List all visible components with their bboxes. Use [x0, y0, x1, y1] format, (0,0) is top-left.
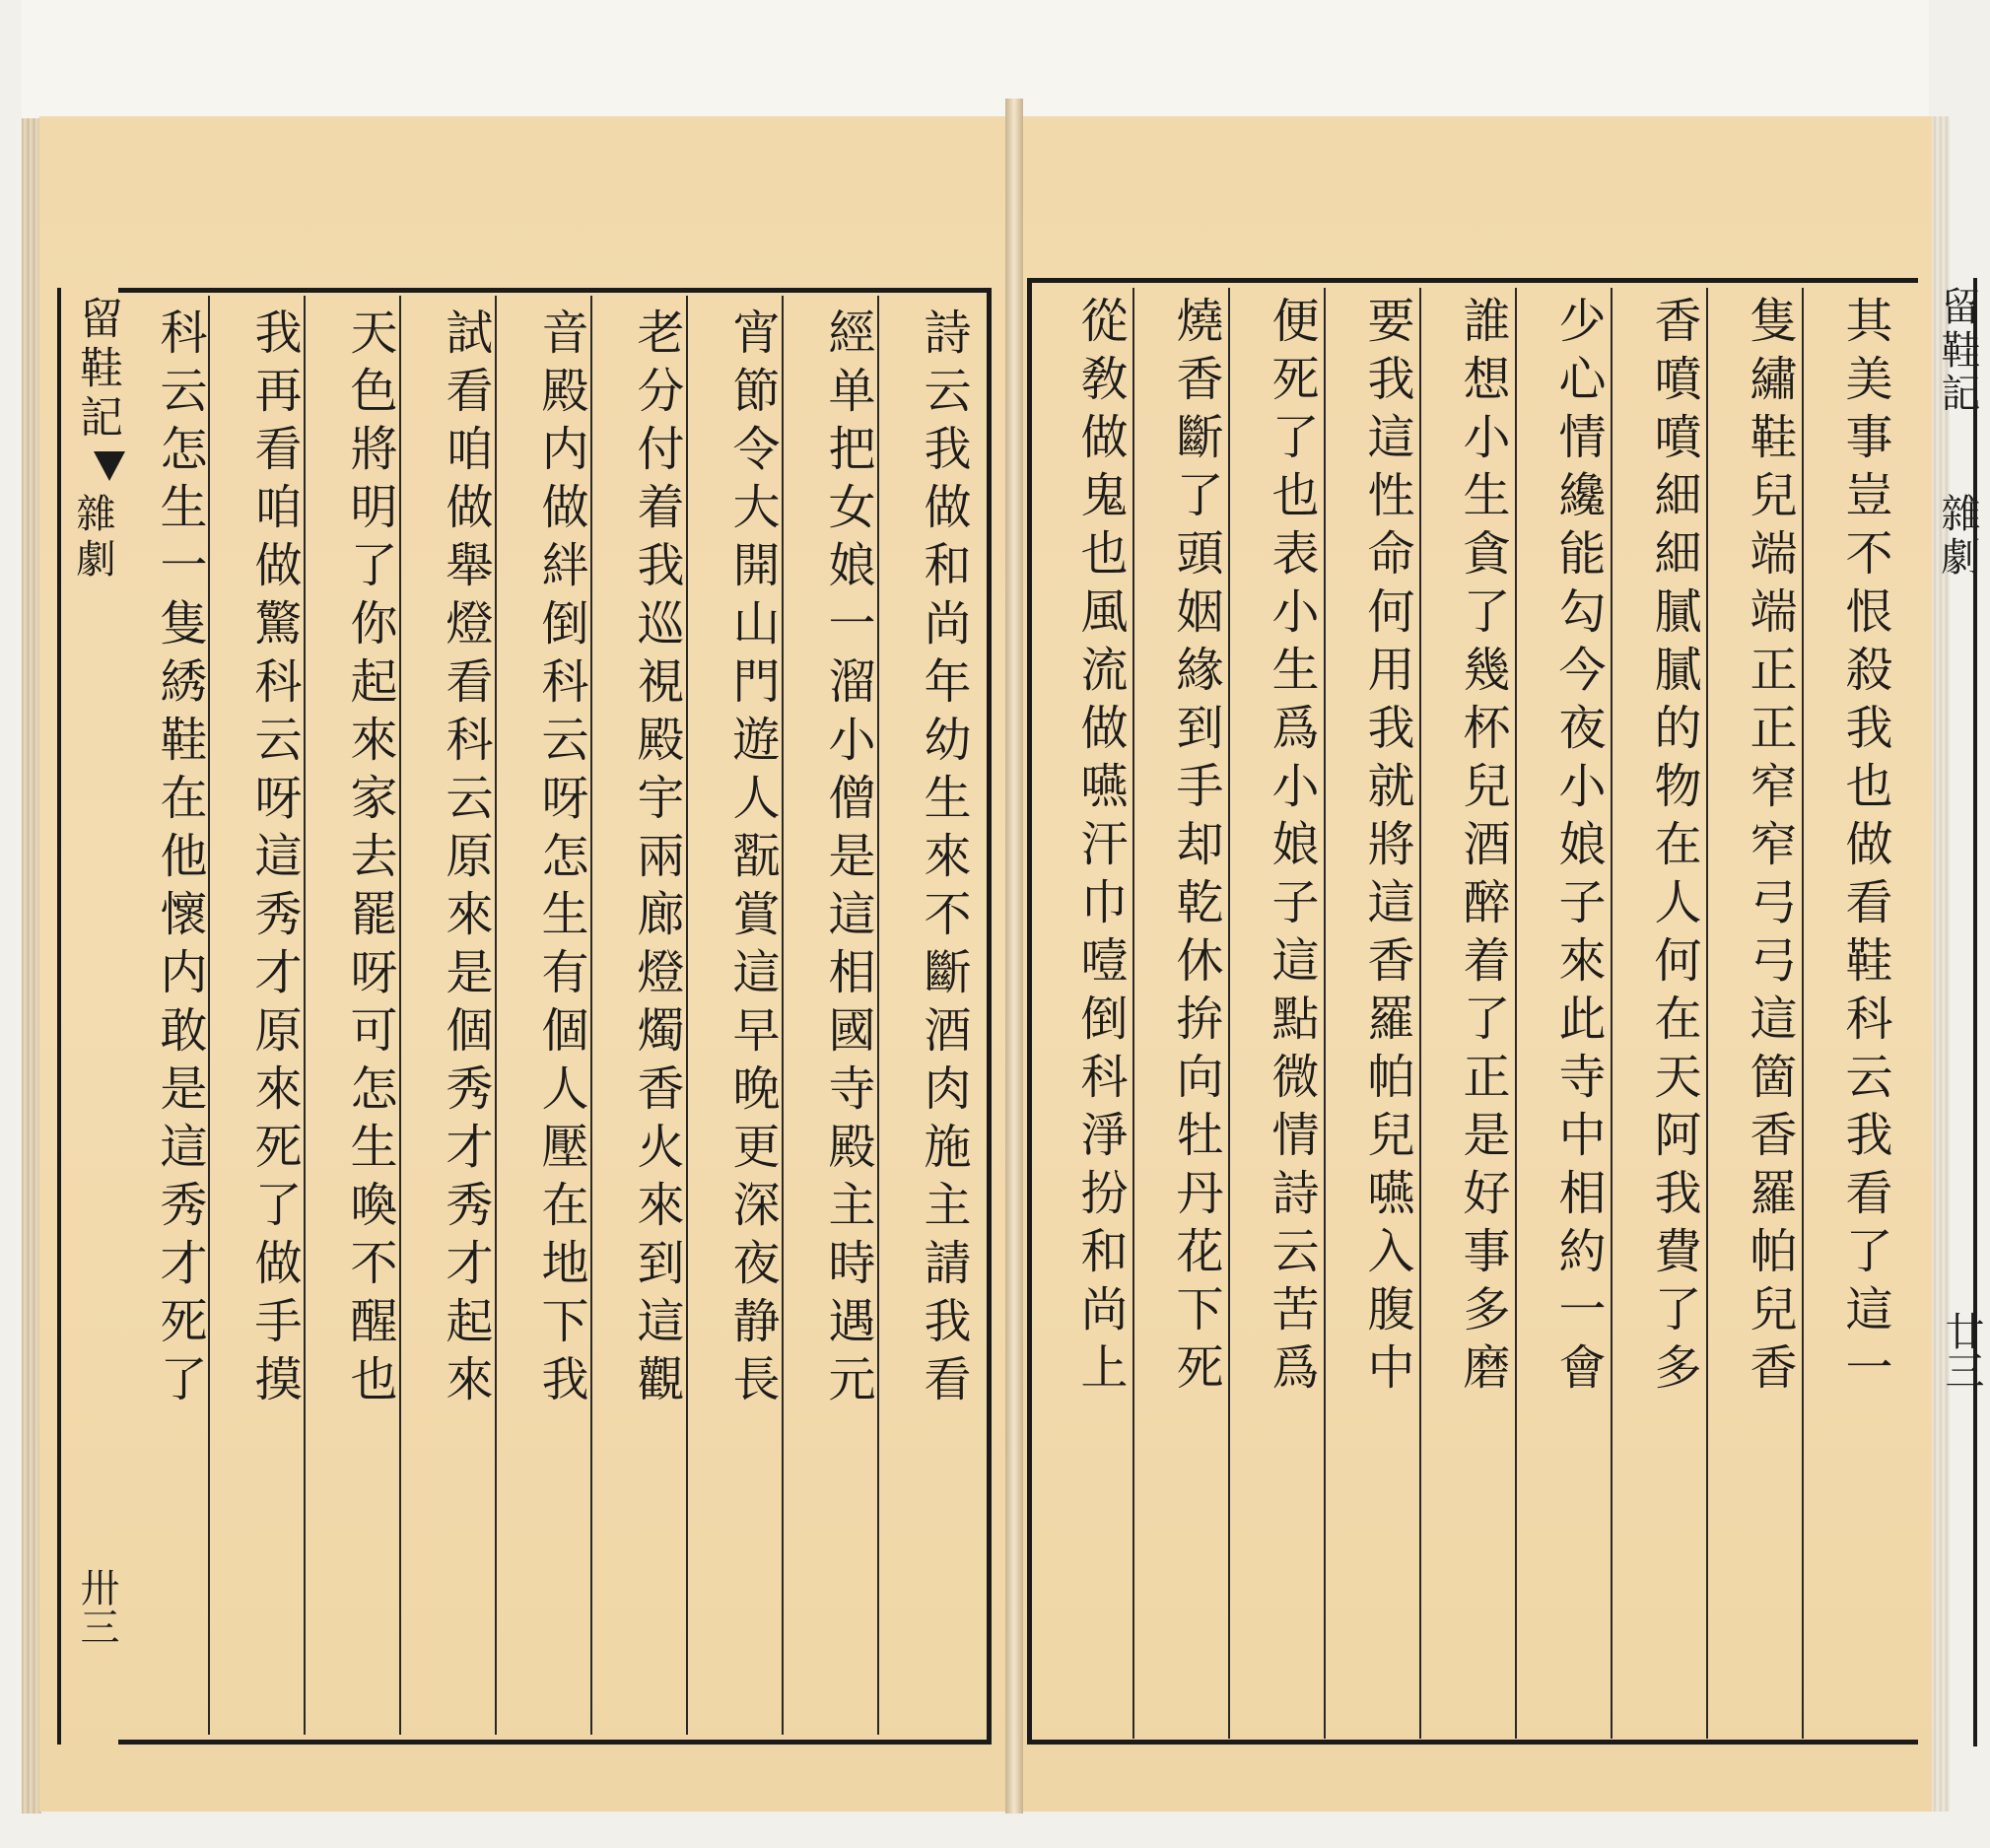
column-text: 經单把女娘一溜小僧是這相國寺殿主時遇元 [820, 308, 875, 1412]
column-divider [1132, 288, 1134, 1739]
text-column [721, 308, 784, 1412]
left-spine-title: 留鞋記 [72, 296, 122, 444]
text-column [912, 308, 975, 1412]
column-divider [782, 296, 784, 1735]
text-column [1068, 296, 1132, 1401]
column-text: 音殿内做絆倒科云呀怎生有個人壓在地下我 [533, 308, 588, 1412]
column-text: 我再看咱做驚科云呀這秀才原來死了做手摸 [246, 308, 302, 1412]
column-divider [1419, 288, 1421, 1739]
column-divider [686, 296, 688, 1735]
column-divider [1228, 288, 1230, 1739]
text-column [1260, 296, 1323, 1401]
text-column [1642, 296, 1705, 1401]
left-folio: 卅三 [74, 1567, 119, 1646]
column-text: 便死了也表小生爲小娘子這點微情詩云苦爲 [1264, 296, 1319, 1401]
column-text: 天色將明了你起來家去罷呀可怎生喚不醒也 [342, 308, 397, 1412]
column-text: 從敎做鬼也風流做嚥汗巾噎倒科淨扮和尚上 [1072, 296, 1128, 1401]
column-text: 要我這性命何用我就將這香羅帕兒嚥入腹中 [1359, 296, 1414, 1401]
text-column [1451, 296, 1514, 1401]
page-stack-top [22, 0, 1929, 118]
book-gutter [1005, 99, 1023, 1814]
column-divider [399, 296, 401, 1735]
right-spine-subtitle: 雜劇 [1935, 493, 1980, 580]
column-divider [1706, 288, 1708, 1739]
right-spine-title: 留鞋記 [1935, 286, 1980, 416]
column-text: 少心情纔能勾今夜小娘子來此寺中相約一會 [1550, 296, 1606, 1401]
column-text: 香噴噴細細膩膩的物在人何在天阿我費了多 [1646, 296, 1701, 1401]
text-column [1546, 296, 1610, 1401]
text-column [529, 308, 592, 1412]
left-spine-subtitle: 雜劇 [70, 493, 115, 583]
column-text: 燒香斷了頭姻緣到手却乾休拚向牡丹花下死 [1168, 296, 1223, 1401]
text-column [1355, 296, 1418, 1401]
text-column [1164, 296, 1227, 1401]
text-column [148, 308, 211, 1412]
text-column [1738, 296, 1801, 1401]
column-divider [1611, 288, 1613, 1739]
column-divider [877, 296, 879, 1735]
column-text: 老分付着我巡視殿宇兩廊燈燭香火來到這觀 [629, 308, 684, 1412]
page-stack-edge [22, 118, 41, 1814]
column-text: 宵節令大開山門遊人翫賞這早晚更深夜静長 [724, 308, 780, 1412]
column-text: 誰想小生貪了幾杯兒酒醉着了正是好事多磨 [1455, 296, 1510, 1401]
column-divider [208, 296, 210, 1735]
text-column [1833, 296, 1896, 1401]
column-divider [495, 296, 497, 1735]
column-text: 詩云我做和尚年幼生來不斷酒肉施主請我看 [916, 308, 971, 1412]
text-column [242, 308, 306, 1412]
column-text: 試看咱做舉燈看科云原來是個秀才秀才起來 [438, 308, 493, 1412]
column-text: 其美事豈不恨殺我也做看鞋科云我看了這一 [1837, 296, 1892, 1401]
right-folio: 廿三 [1939, 1311, 1984, 1390]
text-column [625, 308, 688, 1412]
text-column [816, 308, 879, 1412]
column-divider [590, 296, 592, 1735]
column-divider [304, 296, 306, 1735]
column-divider [1802, 288, 1804, 1739]
column-text: 科云怎生一隻綉鞋在他懷内敢是這秀才死了 [152, 308, 207, 1412]
column-divider [1324, 288, 1326, 1739]
text-column [338, 308, 401, 1412]
column-text: 隻繡鞋兒端端正正窄窄弓弓這箇香羅帕兒香 [1742, 296, 1797, 1401]
column-divider [1515, 288, 1517, 1739]
text-column [434, 308, 497, 1412]
